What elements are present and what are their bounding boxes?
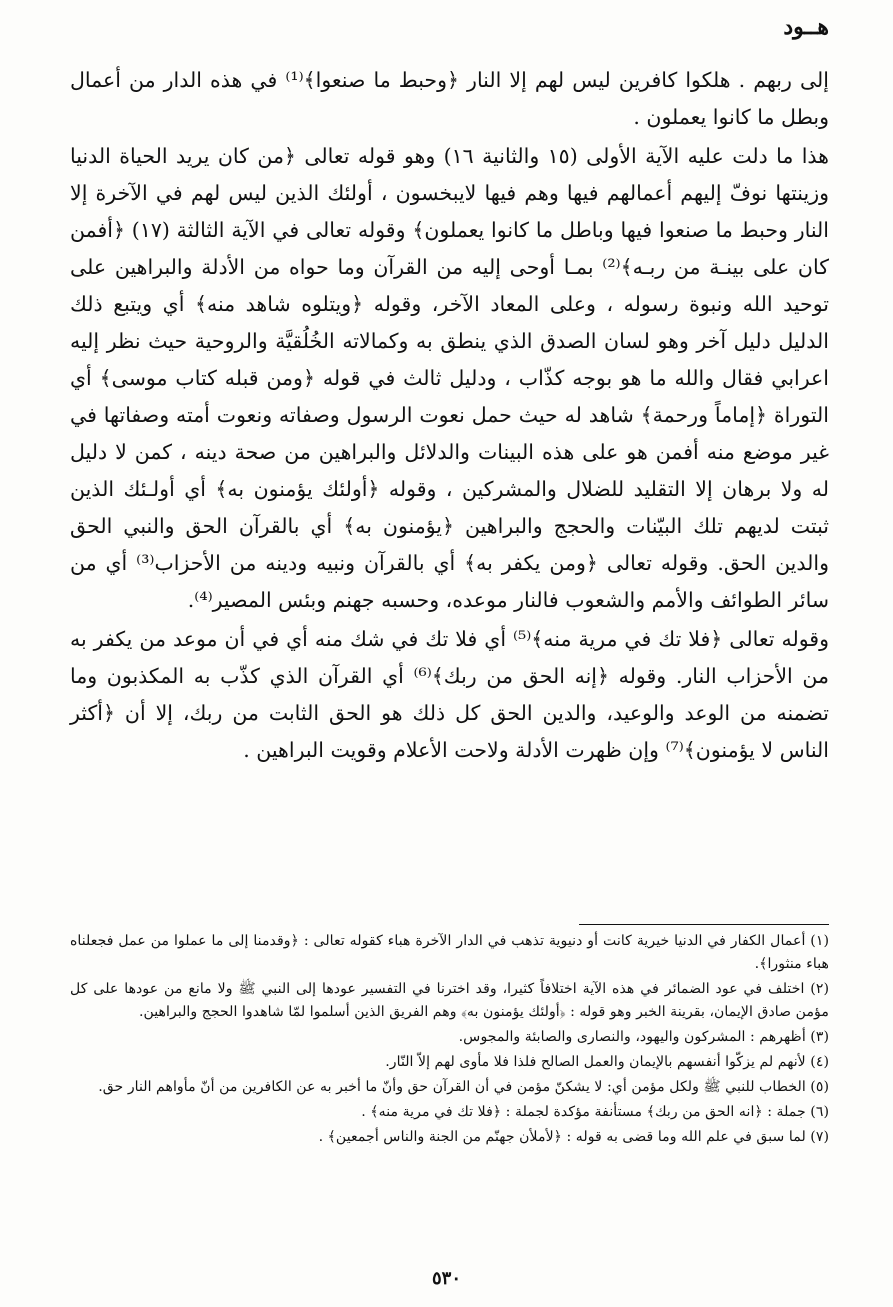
paragraph: إلى ربهم . هلكوا كافرين ليس لهم إلا النار ﴿وحبط ما صنعوا﴾⁽¹⁾ في هذه الدار من أعمال وبطل ما كانوا يعملون . [70,68,829,129]
footnote: (٢) اختلف في عود الضمائر في هذه الآية اختلافاً كثيرا، وقد اخترنا في التفسير عودها إلى النبي ﷺ ولا مانع من عودها على كل مؤمن صادق الإيمان، بقرينة الخبر وهو قوله : ﴿أولئك يؤمنون به﴾ وهم الفريق الذين أسلموا لمّا شاهدوا الحجج والبراهين. [70,981,829,1020]
paragraph: وقوله تعالى ﴿فلا تك في مرية منه﴾⁽⁵⁾ أي فلا تك في شك منه أي في أن موعد من يكفر به من الأحزاب النار. وقوله ﴿إنه الحق من ربك﴾⁽⁶⁾ أي القرآن الذي كذّب به المكذبون وما تضمنه من الوعد والوعيد، والدين الحق كل ذلك هو الحق الثابت من ربك، إلا أن ﴿أكثر الناس لا يؤمنون﴾⁽⁷⁾ وإن ظهرت الأدلة ولاحت الأعلام وقويت البراهين . [70,627,829,762]
footnote: (٥) الخطاب للنبي ﷺ ولكل مؤمن أي: لا يشكنّ مؤمن في أن القرآن حق وأنّ ما أخبر به عن الكافرين من أنّ مأواهم النار حق. [98,1079,829,1095]
footnotes [70,930,829,1151]
footnote: (٣) أظهرهم : المشركون واليهود، والنصارى والصابئة والمجوس. [458,1029,829,1045]
main-text [70,62,829,771]
footnote: (٦) جملة : ﴿انه الحق من ربك﴾ مستأنفة مؤكدة لجملة : ﴿فلا تك في مرية منه﴾ . [361,1104,829,1120]
paragraph: هذا ما دلت عليه الآية الأولى (١٥ والثانية ١٦) وهو قوله تعالى ﴿من كان يريد الحياة الدنيا وزينتها نوفّ إليهم أعمالهم فيها وهم فيها لايبخسون ، أولئك الذين ليس لهم في الآخرة إلا النار وحبط ما صنعوا فيها وباطل ما كانوا يعملون﴾ وقوله تعالى في الآية الثالثة (١٧) ﴿أفمن كان على بينـة من ربـه﴾⁽²⁾ بمـا أوحى إليه من القرآن وما حواه من الأدلة والبراهين على توحيد الله ونبوة رسوله ، وعلى المعاد الآخر، وقوله ﴿ويتلوه شاهد منه﴾ أي ويتبع ذلك الدليل دليل آخر وهو لسان الصدق الذي ينطق به وكمالاته الخُلُقيَّة والروحية حيث نظر إليه اعرابي فقال والله ما هو بوجه كذّاب ، ودليل ثالث في قوله ﴿ومن قبله كتاب موسى﴾ أي التوراة ﴿إماماً ورحمة﴾ شاهد له حيث حمل نعوت الرسول وصفاته ونعوت أمته وصفاتها في غير موضع منه أفمن هو على هذه البينات والدلائل والبراهين من صحة دينه ، كمن لا دليل له ولا برهان إلا التقليد للضلال والمشركين ، وقوله ﴿أولئك يؤمنون به﴾ أي أولـئك الذين ثبتت لديهم تلك البيّنات والحجج والبراهين ﴿يؤمنون به﴾ أي بالقرآن الحق والنبي الحق والدين الحق. وقوله تعالى ﴿ومن يكفر به﴾ أي بالقرآن ونبيه ودينه من الأحزاب⁽³⁾ أي من سائر الطوائف والأمم والشعوب فالنار موعده، وحسبه جهنم وبئس المصير⁽⁴⁾. [70,144,830,612]
footnote: (١) أعمال الكفار في الدنيا خيرية كانت أو دنيوية تذهب في الدار الآخرة هباء كقوله تعالى : ﴿وقدمنا إلى ما عملوا من عمل فجعلناه هباء منثورا﴾. [70,933,829,972]
page-number: ٥٣٠ [431,1268,461,1289]
footnote: (٤) لأنهم لم يزكّوا أنفسهم بالإيمان والعمل الصالح فلذا فلا مأوى لهم إلاّ النّار. [385,1054,829,1070]
running-header: هــود [783,14,829,40]
footnote-divider [579,924,829,925]
footnote: (٧) لما سبق في علم الله وما قضى به قوله : ﴿لأملأن جهنّم من الجنة والناس أجمعين﴾ . [318,1129,829,1145]
